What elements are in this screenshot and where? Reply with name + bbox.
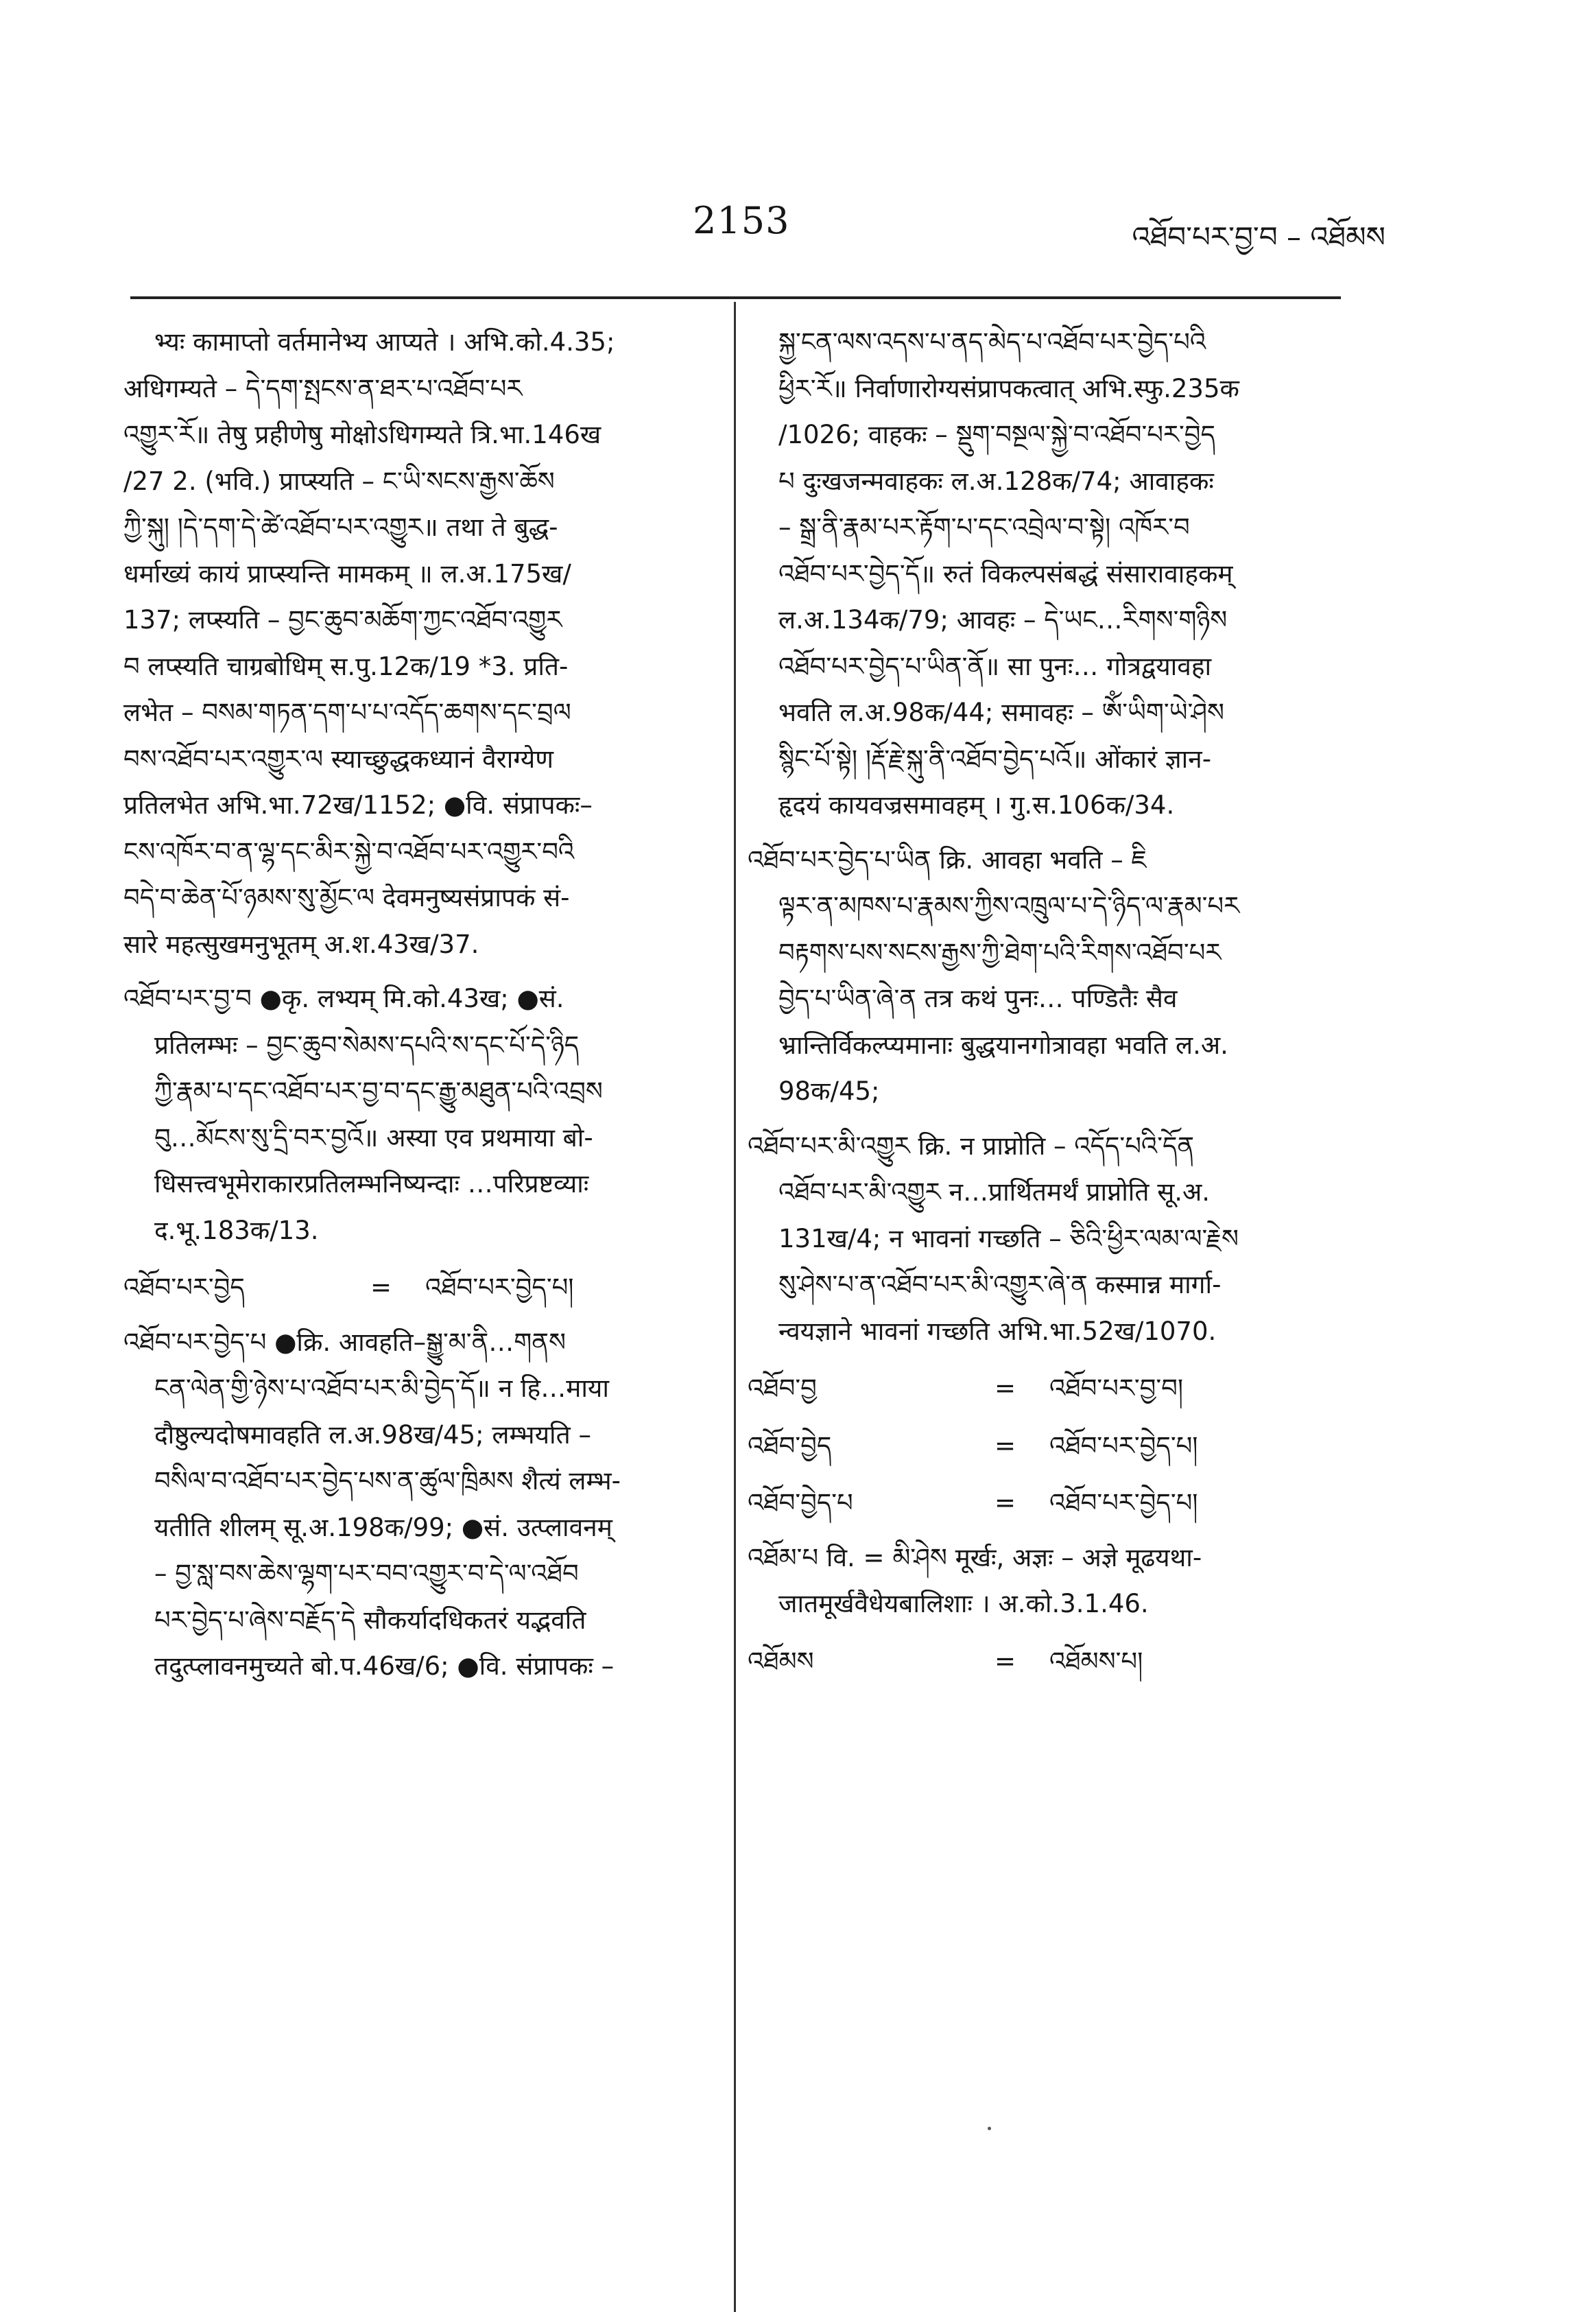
text-line: – སྒྲ་ནི་རྣམ་པར་རྟོག་པ་དང་འབྲེལ་བ་སྟེ། འཁོར་བ <box>778 512 1190 542</box>
text-line: प्रतिलभेत अभि.भा.72ख/1152; ●वि. संप्रापकः– <box>123 790 593 820</box>
column-divider <box>734 302 736 2312</box>
text-line: བྱེད་པ་ཡིན་ཞེ་ན तत्र कथं पुनः… पण्डितैः सैव <box>778 984 1178 1013</box>
xref-equals: = <box>994 1646 1016 1676</box>
xref-target: འཐོབ་པར་བྱ་བ། <box>1049 1373 1184 1403</box>
text-line: अधिगम्यते – དེ་དག་སྤངས་ན་ཐར་པ་འཐོབ་པར <box>123 373 523 403</box>
xref-target: འཐོབ་པར་བྱེད་པ། <box>425 1273 574 1302</box>
continued-entry <box>123 319 713 967</box>
xref-headword: འཐོམས <box>748 1646 814 1676</box>
text-line: བདེ་བ་ཆེན་པོ་ཉམས་སུ་མྱོང་ལ देवमनुष्यसंप्रापकं सं- <box>123 883 570 912</box>
text-line: धर्माख्यं कायं प्राप्स्यन्ति मामकम् ॥ ल.अ.175ख/ <box>123 558 571 589</box>
text-line: द.भू.183क/13. <box>154 1215 319 1245</box>
text-line: འཐོབ་པར་མི་འགྱུར न…प्रार्थितमर्थं प्राप्नोति सू.अ. <box>778 1177 1211 1207</box>
entry-headword-line: འཐོབ་པར་མི་འགྱུར क्रि. न प्राप्नोति – འདོད་པའི་དོན <box>748 1131 1195 1161</box>
dictionary-entry <box>748 1535 1344 1627</box>
text-line: 137; लप्स्यति – བྱང་ཆུབ་མཆོག་ཀྱང་འཐོབ་འགྱུར <box>123 605 562 635</box>
text-line: བུ…མོངས་སུ་དྲི་བར་བྱའོ॥ अस्या एव प्रथमाया बो- <box>154 1122 593 1153</box>
text-line: ཀྱི་རྣམ་པ་དང་འཐོབ་པར་བྱ་བ་དང་རྒྱུ་མཐུན་པའི་འབྲས <box>154 1076 603 1106</box>
text-line: པར་བྱེད་པ་ཞེས་བརྗོད་དེ सौकर्यादधिकतरं यद्भवति <box>154 1605 586 1635</box>
text-line: ल.अ.134क/79; आवहः – དེ་ཡང…རིགས་གཉིས <box>778 605 1228 635</box>
text-line: འཐོབ་པར་བྱེད་དོ॥ रुतं विकल्पसंबद्धं संसारावाहकम् <box>778 558 1233 589</box>
entry-headword-line: འཐོམ་པ वि. = མི་ཤེས मूर्खः, अज्ञः – अज्ञे मूढयथा- <box>748 1542 1202 1572</box>
xref-headword: འཐོབ་པར་བྱེད <box>123 1273 245 1302</box>
xref-headword: འཐོབ་བྱེད་པ <box>748 1488 853 1518</box>
text-line: ཀྱི་སྐུ། །དེ་དག་དེ་ཚེ་འཐོབ་པར་འགྱུར॥ तथा ते बुद्ध- <box>123 512 558 542</box>
text-line: लभेत – བསམ་གཏན་དག་པ་པ་འདོད་ཆགས་དང་བྲལ <box>123 698 571 727</box>
cross-reference <box>748 1365 1344 1412</box>
text-line: धिसत्त्वभूमेराकारप्रतिलम्भनिष्यन्दाः …परिप्रष्टव्याः <box>154 1169 589 1199</box>
text-line: ངན་ལེན་གྱི་ཉེས་པ་འཐོབ་པར་མི་བྱེད་དོ॥ न हि…माया <box>154 1373 609 1403</box>
cross-reference <box>748 1638 1344 1685</box>
text-line: 98क/45; <box>778 1076 880 1106</box>
text-line: བསིལ་བ་འཐོབ་པར་བྱེད་པས་ན་ཚུལ་ཁྲིམས शैत्यं लम्भ- <box>154 1466 621 1496</box>
continued-entry <box>748 319 1344 829</box>
text-line: སྐྱ་ངན་ལས་འདས་པ་ནད་མེད་པ་འཐོབ་པར་བྱེད་པའི <box>778 327 1206 357</box>
text-line: सारे महत्सुखमनुभूतम् अ.श.43ख/37. <box>123 929 479 959</box>
text-line: པ दुःखजन्मवाहकः ल.अ.128क/74; आवाहकः <box>778 466 1214 496</box>
entry-headword-line: འཐོབ་པར་བྱ་བ ●कृ. लभ्यम् मि.को.43ख; ●सं. <box>123 984 564 1013</box>
right-column <box>748 319 1344 1684</box>
xref-equals: = <box>994 1430 1016 1461</box>
text-line: ལྟར་ན་མཁས་པ་རྣམས་ཀྱིས་འཁྲུལ་པ་དེ་ཉིད་ལ་རྣམ་པར <box>778 891 1240 921</box>
text-line: བརྟགས་པས་སངས་རྒྱས་ཀྱི་ཐེག་པའི་རིགས་འཐོབ་པར <box>778 937 1222 967</box>
xref-target: འཐོབ་པར་བྱེད་པ། <box>1049 1488 1198 1518</box>
text-line: भवति ल.अ.98क/44; समावहः – ཨོཾ་ཡིག་ཡེ་ཤེས <box>778 698 1225 727</box>
header-rule <box>130 296 1341 299</box>
text-line: ངས་འཁོར་བ་ན་ལྷ་དང་མིར་སྐྱེ་བ་འཐོབ་པར་འགྱུར་བའི <box>123 836 575 866</box>
text-line: जातमूर्खवैधेयबालिशाः । अ.को.3.1.46. <box>778 1589 1149 1618</box>
running-head: འཐོབ་པར་བྱ་བ – འཐོམས <box>1132 220 1385 254</box>
text-line: སུ་ཤེས་པ་ན་འཐོབ་པར་མི་འགྱུར་ཞེ་ན कस्मान्न मार्गा- <box>778 1270 1222 1299</box>
cross-reference <box>748 1480 1344 1526</box>
text-line: प्रतिलम्भः – བྱང་ཆུབ་སེམས་དཔའི་ས་དང་པོ་དེ་ཉིད <box>154 1030 580 1060</box>
text-line: བ लप्स्यति चाग्रबोधिम् स.पु.12क/19 *3. प्रति- <box>123 651 569 681</box>
xref-target: འཐོམས་པ། <box>1049 1646 1143 1676</box>
text-line: दौष्ठुल्यदोषमावहति ल.अ.98ख/45; लम्भयति – <box>154 1419 591 1450</box>
text-line: हृदयं कायवज्रसमावहम् । गु.स.106क/34. <box>778 790 1175 820</box>
text-line: 131ख/4; न भावनां गच्छति – ཅིའི་ཕྱིར་ལམ་ལ་རྗེས <box>778 1223 1239 1253</box>
text-line: བས་འཐོབ་པར་འགྱུར་ལ स्याच्छुद्धकध्यानं वैराग्येण <box>123 744 553 774</box>
entry-headword-line: འཐོབ་པར་བྱེད་པ་ཡིན क्रि. आवहा भवति – ཇི <box>748 845 1147 875</box>
cross-reference <box>748 1423 1344 1470</box>
xref-equals: = <box>994 1373 1016 1403</box>
xref-target: འཐོབ་པར་བྱེད་པ། <box>1049 1430 1198 1461</box>
dictionary-entry <box>748 837 1344 1115</box>
text-line: भ्यः कामाप्तो वर्तमानेभ्य आप्यते । अभि.को.4.35; <box>154 327 615 357</box>
scan-speck <box>988 2127 991 2130</box>
text-line: भ्रान्तिर्विकल्प्यमानाः बुद्धयानगोत्रावहा भवति ल.अ. <box>778 1030 1228 1060</box>
text-line: ཕྱིར་རོ॥ निर्वाणारोग्यसंप्रापकत्वात् अभि.स्फु.235क <box>778 373 1239 403</box>
cross-reference <box>123 1264 713 1311</box>
page-number: 2153 <box>693 199 790 242</box>
text-line: यतीति शीलम् सू.अ.198क/99; ●सं. उत्प्लावनम् <box>154 1512 612 1542</box>
text-line: तदुत्प्लावनमुच्यते बो.प.46ख/6; ●वि. संप्रापकः – <box>154 1651 615 1681</box>
text-line: འཐོབ་པར་བྱེད་པ་ཡིན་ནོ॥ सा पुनः… गोत्रद्वयावहा <box>778 651 1212 681</box>
dictionary-entry <box>123 976 713 1253</box>
dictionary-entry <box>748 1123 1344 1355</box>
text-line: འགྱུར་རོ॥ तेषु प्रहीणेषु मोक्षोऽधिगम्यते त्रि.भा.146ख <box>123 420 602 449</box>
text-line: /27 2. (भवि.) प्राप्स्यति – ང་ཡི་སངས་རྒྱས་ཆོས <box>123 466 555 496</box>
dictionary-entry <box>123 1319 713 1690</box>
xref-headword: འཐོབ་བྱེད <box>748 1430 832 1461</box>
text-line: /1026; वाहकः – སྡུག་བསྔལ་སྐྱེ་བ་འཐོབ་པར་བྱེད <box>778 420 1215 449</box>
xref-equals: = <box>994 1488 1016 1518</box>
entry-headword-line: འཐོབ་པར་བྱེད་པ ●क्रि. आवहति–སྒྱུ་མ་ནི…གནས <box>123 1327 566 1357</box>
text-line: – བྱ་སླ་བས་ཆེས་ལྷག་པར་བབ་འགྱུར་བ་དེ་ལ་འཐོབ <box>154 1559 579 1588</box>
text-line: न्वयज्ञाने भावनां गच्छति अभि.भा.52ख/1070. <box>778 1316 1217 1346</box>
xref-equals: = <box>370 1273 392 1302</box>
text-line: སྙིང་པོ་སྟེ། །རྡོ་རྗེ་སྐུ་ནི་འཐོབ་བྱེད་པའོ॥ ओंकारं ज्ञान- <box>778 744 1212 774</box>
xref-headword: འཐོབ་བྱ <box>748 1373 817 1403</box>
left-column <box>123 319 713 1690</box>
